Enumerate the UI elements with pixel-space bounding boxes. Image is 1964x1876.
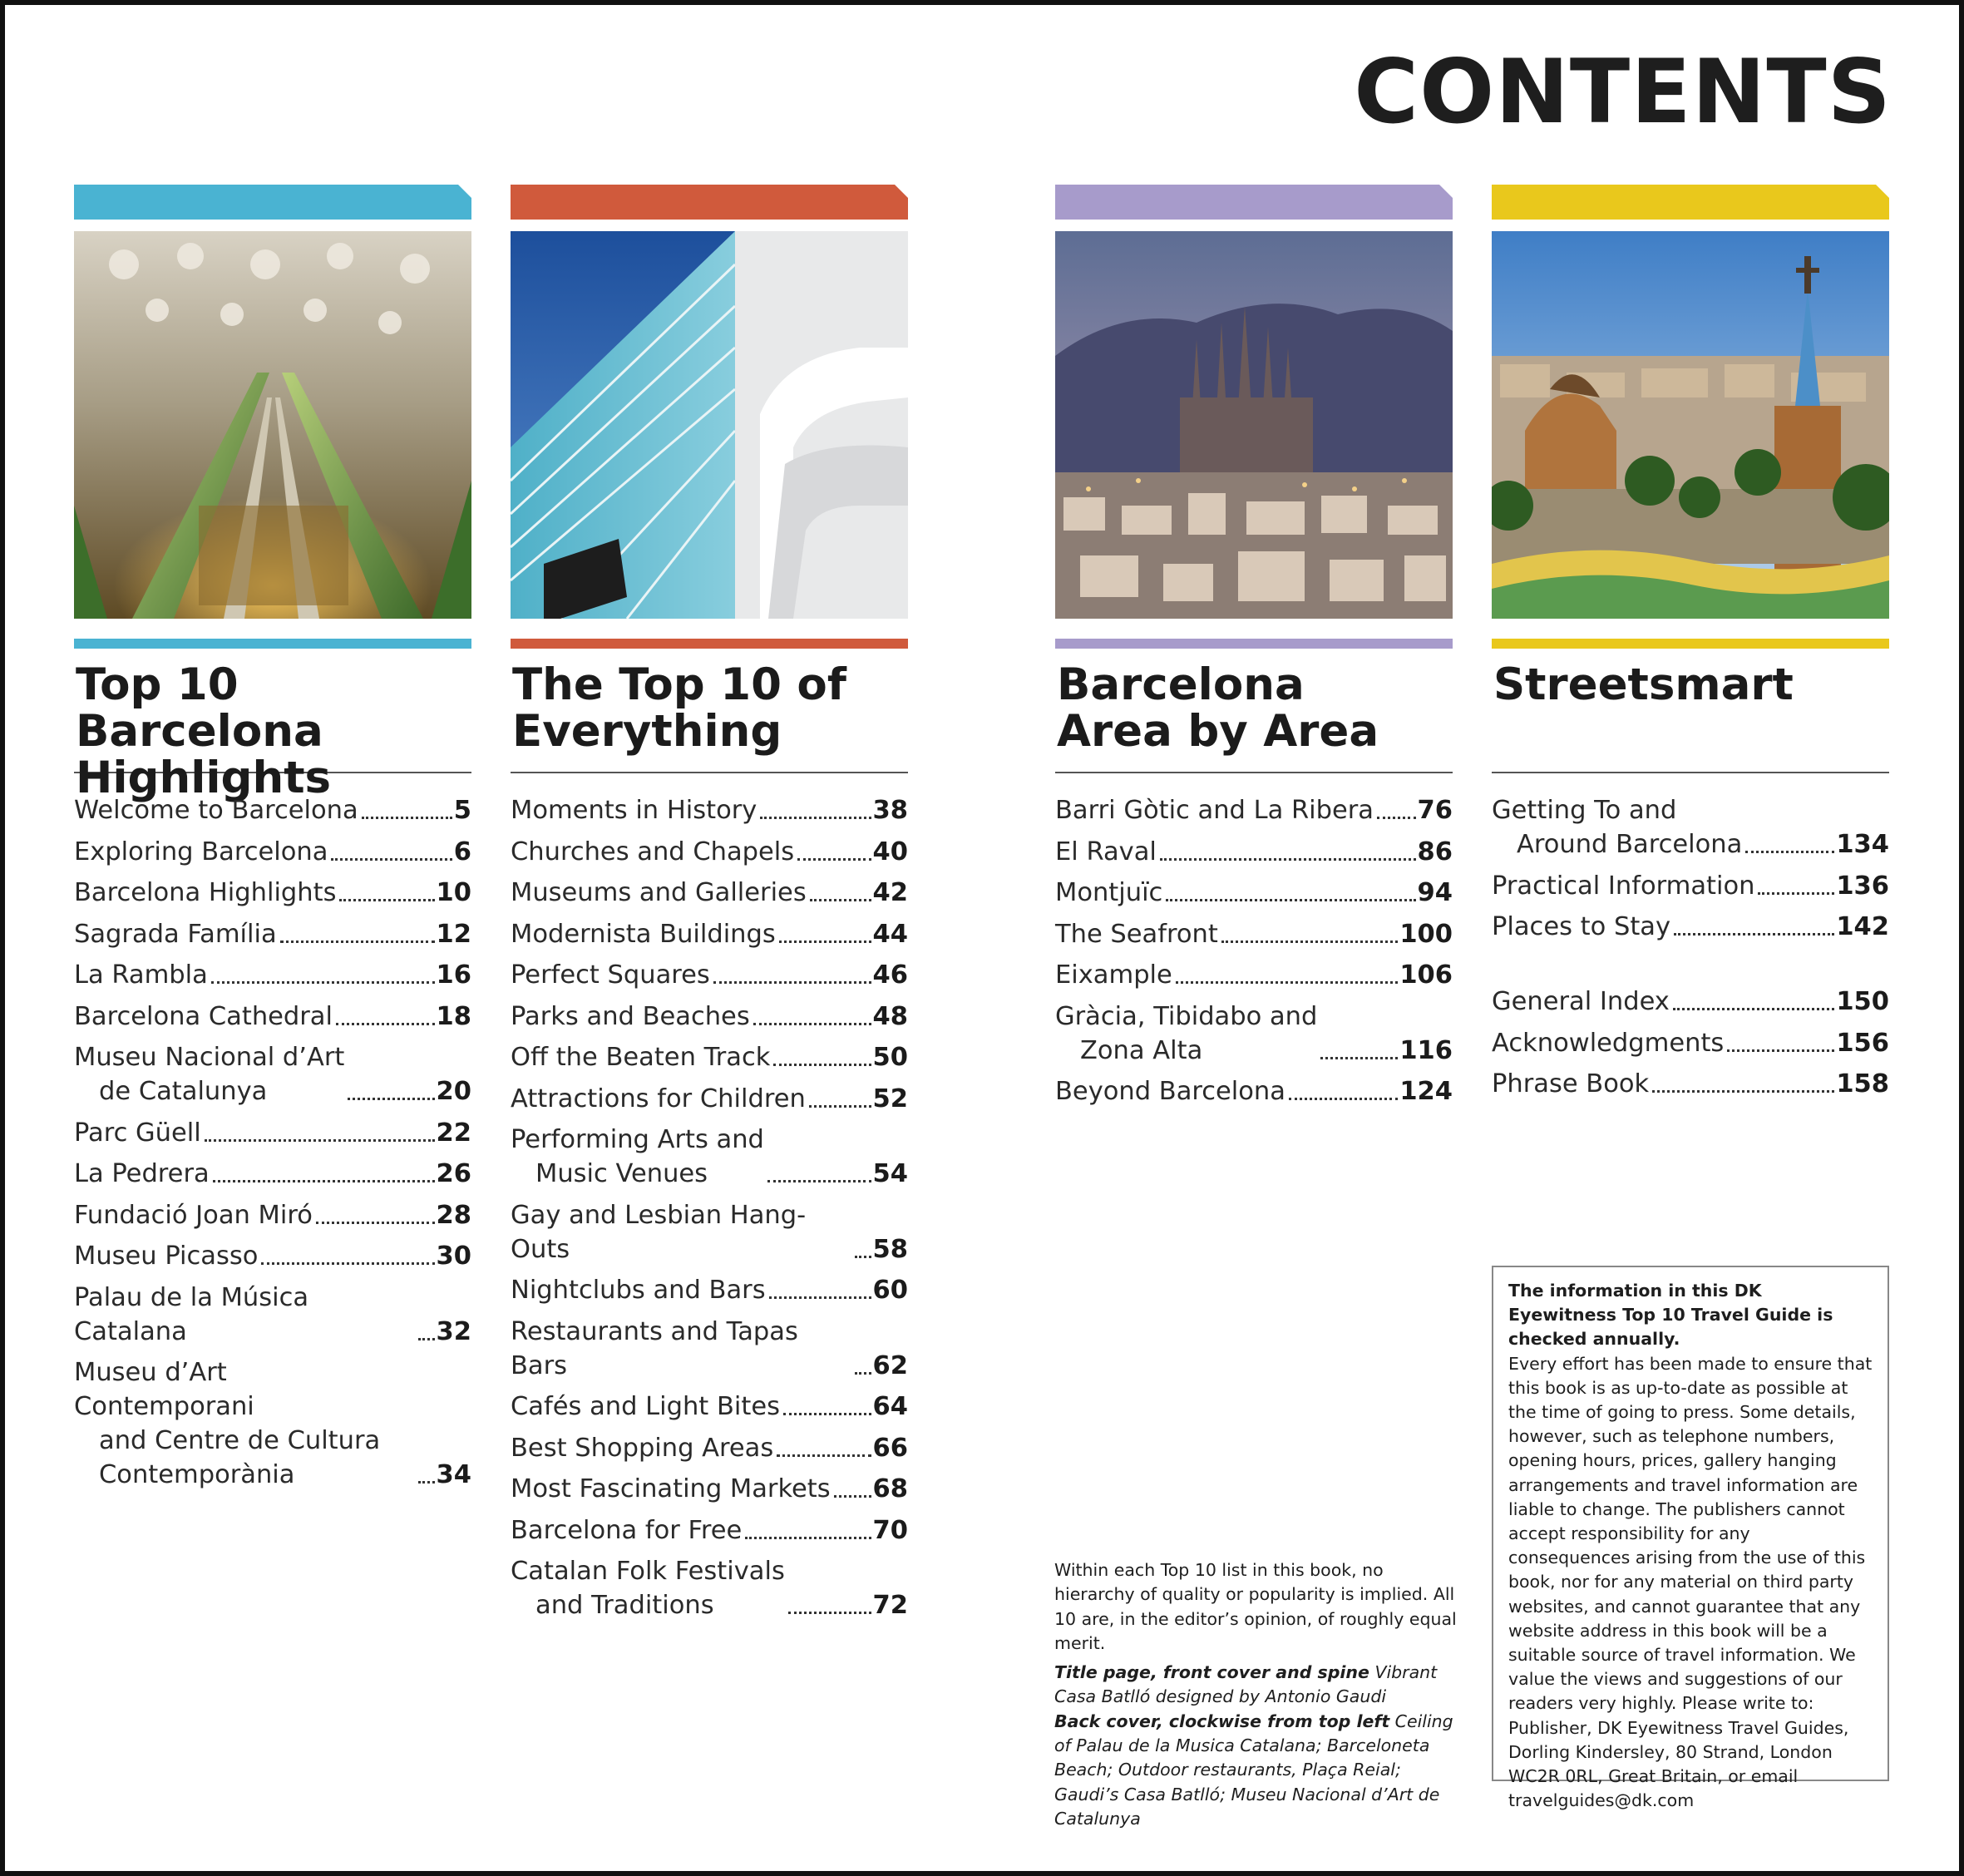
dot-leader xyxy=(760,817,871,819)
dot-leader xyxy=(280,940,435,943)
toc-entry[interactable] xyxy=(1492,985,1889,1019)
section-color-band xyxy=(511,185,908,220)
dot-leader xyxy=(261,1262,434,1265)
toc-entry-title: Palau de la Música Catalana xyxy=(74,1282,309,1346)
page-number: 124 xyxy=(1399,1077,1453,1106)
page-number: 76 xyxy=(1417,796,1453,825)
toc-entry-title-line: Zona Alta xyxy=(1080,1035,1203,1065)
dot-leader xyxy=(797,858,871,861)
page-number: 48 xyxy=(872,1001,908,1031)
toc-entry-title: Beyond Barcelona xyxy=(1055,1077,1285,1106)
page-number: 156 xyxy=(1836,1028,1889,1058)
page-title: CONTENTS xyxy=(1354,41,1892,143)
toc-entry[interactable] xyxy=(511,1273,908,1307)
toc-entry[interactable] xyxy=(74,1281,471,1349)
sagrada-familia-interior-photo xyxy=(74,231,471,619)
toc-entry[interactable] xyxy=(1492,1067,1889,1101)
page-number: 52 xyxy=(872,1084,908,1113)
dot-leader xyxy=(753,1023,871,1025)
page-number: 42 xyxy=(872,878,908,907)
dot-leader xyxy=(331,858,452,861)
section-title: Barcelona Area by Area xyxy=(1057,659,1379,757)
page-number: 68 xyxy=(872,1474,908,1503)
toc-entry-title: Museu Picasso xyxy=(74,1242,259,1271)
page-number: 58 xyxy=(872,1234,908,1264)
toc-entry-title xyxy=(511,1123,764,1191)
toc-entry[interactable] xyxy=(1055,958,1453,992)
toc-entry[interactable] xyxy=(74,958,471,992)
dot-leader xyxy=(779,940,871,943)
toc-entry-title-line: Contemporània xyxy=(99,1460,295,1489)
dot-leader xyxy=(767,1180,871,1182)
page-number: 86 xyxy=(1417,837,1453,866)
page-number: 100 xyxy=(1399,919,1453,949)
page-number: 60 xyxy=(872,1276,908,1305)
dot-leader xyxy=(213,1180,435,1182)
toc-entry-title: The Seafront xyxy=(1055,919,1218,949)
section-color-rule xyxy=(74,639,471,649)
section-top10-everything xyxy=(511,185,908,1630)
toc-entry[interactable] xyxy=(511,1315,908,1383)
page-number: 32 xyxy=(436,1316,471,1346)
dot-leader xyxy=(745,1537,871,1539)
page-number: 28 xyxy=(436,1200,471,1230)
dot-leader xyxy=(205,1139,435,1142)
toc-entry-title-line: Gràcia, Tibidabo and xyxy=(1055,1001,1318,1031)
toc-entry[interactable] xyxy=(511,1554,908,1622)
page-number: 72 xyxy=(872,1591,908,1620)
toc-entry[interactable] xyxy=(74,835,471,869)
toc-entry[interactable] xyxy=(74,1198,471,1232)
toc-entry-title: Gay and Lesbian Hang-Outs xyxy=(511,1200,807,1264)
toc-entry-title: Churches and Chapels xyxy=(511,837,795,866)
editorial-note xyxy=(1054,1558,1462,1831)
section-title: The Top 10 of Everything xyxy=(512,659,846,757)
toc-entry-title: Nightclubs and Bars xyxy=(511,1276,766,1305)
toc-entry-title: Sagrada Família xyxy=(74,919,277,949)
dot-leader xyxy=(418,1481,435,1484)
toc-entry-title: Restaurants and Tapas Bars xyxy=(511,1316,798,1380)
dot-leader xyxy=(339,899,434,901)
toc-entry-title xyxy=(1492,793,1742,861)
toc-entry-title: Off the Beaten Track xyxy=(511,1043,771,1072)
toc-entry-title-line: Music Venues xyxy=(535,1159,708,1188)
toc-entry-title: Most Fascinating Markets xyxy=(511,1474,831,1503)
page-number: 26 xyxy=(436,1159,471,1188)
dot-leader xyxy=(211,981,435,984)
toc-entry-title: Acknowledgments xyxy=(1492,1028,1725,1058)
divider xyxy=(1492,772,1889,773)
toc-entry[interactable] xyxy=(74,917,471,951)
toc-entry[interactable] xyxy=(511,793,908,827)
dot-leader xyxy=(316,1222,435,1224)
toc-entry-title: Modernista Buildings xyxy=(511,919,776,949)
page-number: 116 xyxy=(1399,1035,1453,1065)
dot-leader xyxy=(1166,899,1415,901)
toc-entry[interactable] xyxy=(511,1513,908,1548)
dot-leader xyxy=(1673,1008,1834,1010)
page-number: 54 xyxy=(872,1159,908,1188)
dot-leader xyxy=(1674,933,1834,936)
toc-entry[interactable] xyxy=(511,1198,908,1266)
dot-leader xyxy=(783,1413,871,1415)
dot-leader xyxy=(834,1495,871,1498)
toc-entry-title-line: Getting To and xyxy=(1492,796,1677,825)
section-title: Streetsmart xyxy=(1493,659,1794,710)
toc-entry[interactable] xyxy=(74,1239,471,1273)
page-number: 38 xyxy=(872,796,908,825)
page-number: 62 xyxy=(872,1350,908,1380)
toc-entry[interactable] xyxy=(1492,869,1889,903)
toc-entry[interactable] xyxy=(511,1390,908,1424)
toc-entry[interactable] xyxy=(1055,876,1453,910)
toc-entry-title xyxy=(511,1554,785,1622)
toc-entry[interactable] xyxy=(1055,1000,1453,1068)
toc-entry[interactable] xyxy=(74,1116,471,1150)
toc-entry-title xyxy=(1055,1000,1317,1068)
dot-leader xyxy=(418,1338,435,1340)
section-color-band xyxy=(1492,185,1889,220)
toc-entry[interactable] xyxy=(1492,793,1889,861)
toc-entry[interactable] xyxy=(511,835,908,869)
section-title: Top 10 Barcelona Highlights xyxy=(76,659,332,803)
toc-list xyxy=(511,793,908,1622)
page-number: 150 xyxy=(1836,987,1889,1016)
dot-leader xyxy=(788,1612,871,1614)
toc-entry[interactable] xyxy=(74,793,471,827)
toc-list xyxy=(1492,793,1889,1101)
dot-leader xyxy=(777,1454,871,1457)
dot-leader xyxy=(855,1256,871,1258)
dot-leader xyxy=(336,1023,435,1025)
toc-entry[interactable] xyxy=(511,1040,908,1074)
divider xyxy=(511,772,908,773)
section-streetsmart xyxy=(1492,185,1889,1108)
toc-entry[interactable] xyxy=(74,876,471,910)
page-number: 20 xyxy=(436,1077,471,1106)
page-number: 5 xyxy=(453,796,471,825)
toc-entry[interactable] xyxy=(511,1000,908,1034)
toc-entry[interactable] xyxy=(511,1123,908,1191)
disclaimer-lead: The information in this DK Eyewitness Top 10 Travel Guide is checked annually. xyxy=(1508,1281,1833,1350)
page-number: 142 xyxy=(1836,912,1889,941)
toc-entry-title: Museums and Galleries xyxy=(511,878,807,907)
macba-building-photo xyxy=(511,231,908,619)
page-number: 22 xyxy=(436,1118,471,1148)
toc-entry[interactable] xyxy=(1055,917,1453,951)
toc-entry-title: Welcome to Barcelona xyxy=(74,796,358,825)
section-color-band xyxy=(74,185,471,220)
toc-entry[interactable] xyxy=(74,1000,471,1034)
page-number: 64 xyxy=(872,1392,908,1421)
toc-entry-title: La Pedrera xyxy=(74,1159,210,1188)
divider xyxy=(1055,772,1453,773)
toc-entry-title: General Index xyxy=(1492,987,1670,1016)
toc-entry[interactable] xyxy=(1055,835,1453,869)
toc-entry-title-line: Catalan Folk Festivals xyxy=(511,1557,785,1586)
section-color-band xyxy=(1055,185,1453,220)
dot-leader xyxy=(773,1064,871,1066)
page-number: 106 xyxy=(1399,960,1453,990)
page-number: 44 xyxy=(872,919,908,949)
page-number: 34 xyxy=(436,1460,471,1489)
dot-leader xyxy=(1221,940,1399,943)
dot-leader xyxy=(362,817,452,819)
toc-entry[interactable] xyxy=(1492,910,1889,944)
note-text: Within each Top 10 list in this book, no hierarchy of quality or popularity is implied. All 10 are, in the editor’s opinion, of roughly equal merit. xyxy=(1054,1560,1457,1653)
dot-leader xyxy=(1176,981,1399,984)
toc-entry-title: Fundació Joan Miró xyxy=(74,1200,313,1230)
toc-entry-title-line: Museu Nacional d’Art xyxy=(74,1043,345,1072)
page-number: 12 xyxy=(436,919,471,949)
toc-entry[interactable] xyxy=(511,1431,908,1465)
toc-entry-title: Parc Güell xyxy=(74,1118,201,1148)
toc-entry-title: Barcelona Cathedral xyxy=(74,1001,333,1031)
disclaimer-body: Every effort has been made to ensure that this book is as up-to-date as possible at the time of going to press. Some details, however, such as telephone numbers, opening hours, prices, gallery hanging arrangements and travel information are liable to change. The publishers cannot accept responsibility for any consequences arising from the use of this book, nor for any material on third party websites, and cannot guarantee that any website address in this book will be a suitable source of travel information. We value the views and suggestions of our readers very highly. Please write to: Publisher, DK Eyewitness Travel Guides, Dorling Kindersley, 80 Strand, London WC2R 0RL, Great Britain, or email travelguides@dk.com xyxy=(1508,1353,1873,1811)
toc-entry-title: Moments in History xyxy=(511,796,757,825)
photo-credit-front: Title page, front cover and spine Vibrant Casa Batlló designed by Antonio Gaudi xyxy=(1054,1662,1438,1707)
toc-entry[interactable] xyxy=(511,958,908,992)
toc-entry-title-line: and Traditions xyxy=(535,1591,714,1620)
page-number: 6 xyxy=(453,837,471,866)
toc-entry-title: Attractions for Children xyxy=(511,1084,806,1113)
toc-entry-title-line: Performing Arts and xyxy=(511,1125,764,1154)
toc-entry-title-line: Museu d’Art Contemporani xyxy=(74,1358,254,1421)
page-number: 46 xyxy=(872,960,908,990)
toc-entry-title: Best Shopping Areas xyxy=(511,1433,774,1463)
dot-leader xyxy=(1377,817,1416,819)
toc-entry-title: La Rambla xyxy=(74,960,208,990)
toc-entry-title: El Raval xyxy=(1055,837,1157,866)
toc-entry[interactable] xyxy=(511,1472,908,1506)
page-number: 136 xyxy=(1836,871,1889,901)
dot-leader xyxy=(1727,1049,1834,1052)
section-color-rule xyxy=(511,639,908,649)
toc-entry-title xyxy=(74,1040,344,1108)
page-number: 50 xyxy=(872,1043,908,1072)
parc-guell-photo xyxy=(1492,231,1889,619)
dot-leader xyxy=(810,899,871,901)
section-color-rule xyxy=(1055,639,1453,649)
page-number: 94 xyxy=(1417,878,1453,907)
toc-entry-title-line: Around Barcelona xyxy=(1517,830,1743,859)
toc-list xyxy=(74,793,471,1492)
toc-entry[interactable] xyxy=(74,1157,471,1191)
toc-entry-title: Cafés and Light Bites xyxy=(511,1392,780,1421)
toc-entry[interactable] xyxy=(511,917,908,951)
page-number: 10 xyxy=(436,878,471,907)
disclaimer-box xyxy=(1492,1266,1889,1811)
toc-entry-title: Barri Gòtic and La Ribera xyxy=(1055,796,1374,825)
dot-leader xyxy=(1160,858,1416,861)
page-number: 66 xyxy=(872,1433,908,1463)
toc-entry[interactable] xyxy=(74,1040,471,1108)
section-highlights xyxy=(74,185,471,1499)
page-number: 16 xyxy=(436,960,471,990)
page-number: 134 xyxy=(1836,830,1889,859)
section-area-by-area xyxy=(1055,185,1453,1116)
dot-leader xyxy=(1652,1090,1834,1093)
dot-leader xyxy=(713,981,871,984)
toc-entry-title: Perfect Squares xyxy=(511,960,710,990)
toc-entry-title: Barcelona for Free xyxy=(511,1515,743,1545)
toc-entry-title-line: and Centre de Cultura xyxy=(99,1426,381,1455)
toc-entry[interactable] xyxy=(511,876,908,910)
toc-entry[interactable] xyxy=(1055,1074,1453,1108)
toc-entry-title: Montjuïc xyxy=(1055,878,1163,907)
toc-entry[interactable] xyxy=(511,1082,908,1116)
dot-leader xyxy=(1745,851,1834,853)
toc-entry[interactable] xyxy=(1055,793,1453,827)
page-number: 30 xyxy=(436,1242,471,1271)
toc-entry-title-line: de Catalunya xyxy=(99,1077,268,1106)
page-number: 158 xyxy=(1836,1069,1889,1098)
dot-leader xyxy=(809,1105,871,1108)
page-number: 40 xyxy=(872,837,908,866)
dot-leader xyxy=(1320,1057,1398,1059)
dot-leader xyxy=(1758,892,1834,895)
dot-leader xyxy=(769,1296,871,1299)
toc-entry-title: Places to Stay xyxy=(1492,912,1671,941)
page-number: 18 xyxy=(436,1001,471,1031)
page-number: 70 xyxy=(872,1515,908,1545)
dot-leader xyxy=(855,1372,871,1375)
dot-leader xyxy=(1289,1098,1398,1100)
toc-entry-title: Phrase Book xyxy=(1492,1069,1650,1098)
toc-entry-title: Practical Information xyxy=(1492,871,1755,901)
toc-entry-title: Barcelona Highlights xyxy=(74,878,337,907)
toc-entry-title: Exploring Barcelona xyxy=(74,837,328,866)
city-skyline-dusk-photo xyxy=(1055,231,1453,619)
toc-entry[interactable] xyxy=(1492,1026,1889,1060)
toc-entry[interactable] xyxy=(74,1355,471,1492)
toc-entry-title: Parks and Beaches xyxy=(511,1001,750,1031)
dot-leader xyxy=(348,1098,434,1100)
toc-entry-title: Eixample xyxy=(1055,960,1172,990)
photo-credit-back: Back cover, clockwise from top left Ceiling of Palau de la Musica Catalana; Barceloneta Beach; Outdoor restaurants, Plaça Reial; Gaudi’s Casa Batlló; Museu Nacional d’Art de Catalunya xyxy=(1054,1711,1453,1829)
toc-list xyxy=(1055,793,1453,1108)
toc-entry-title xyxy=(74,1355,415,1492)
section-color-rule xyxy=(1492,639,1889,649)
